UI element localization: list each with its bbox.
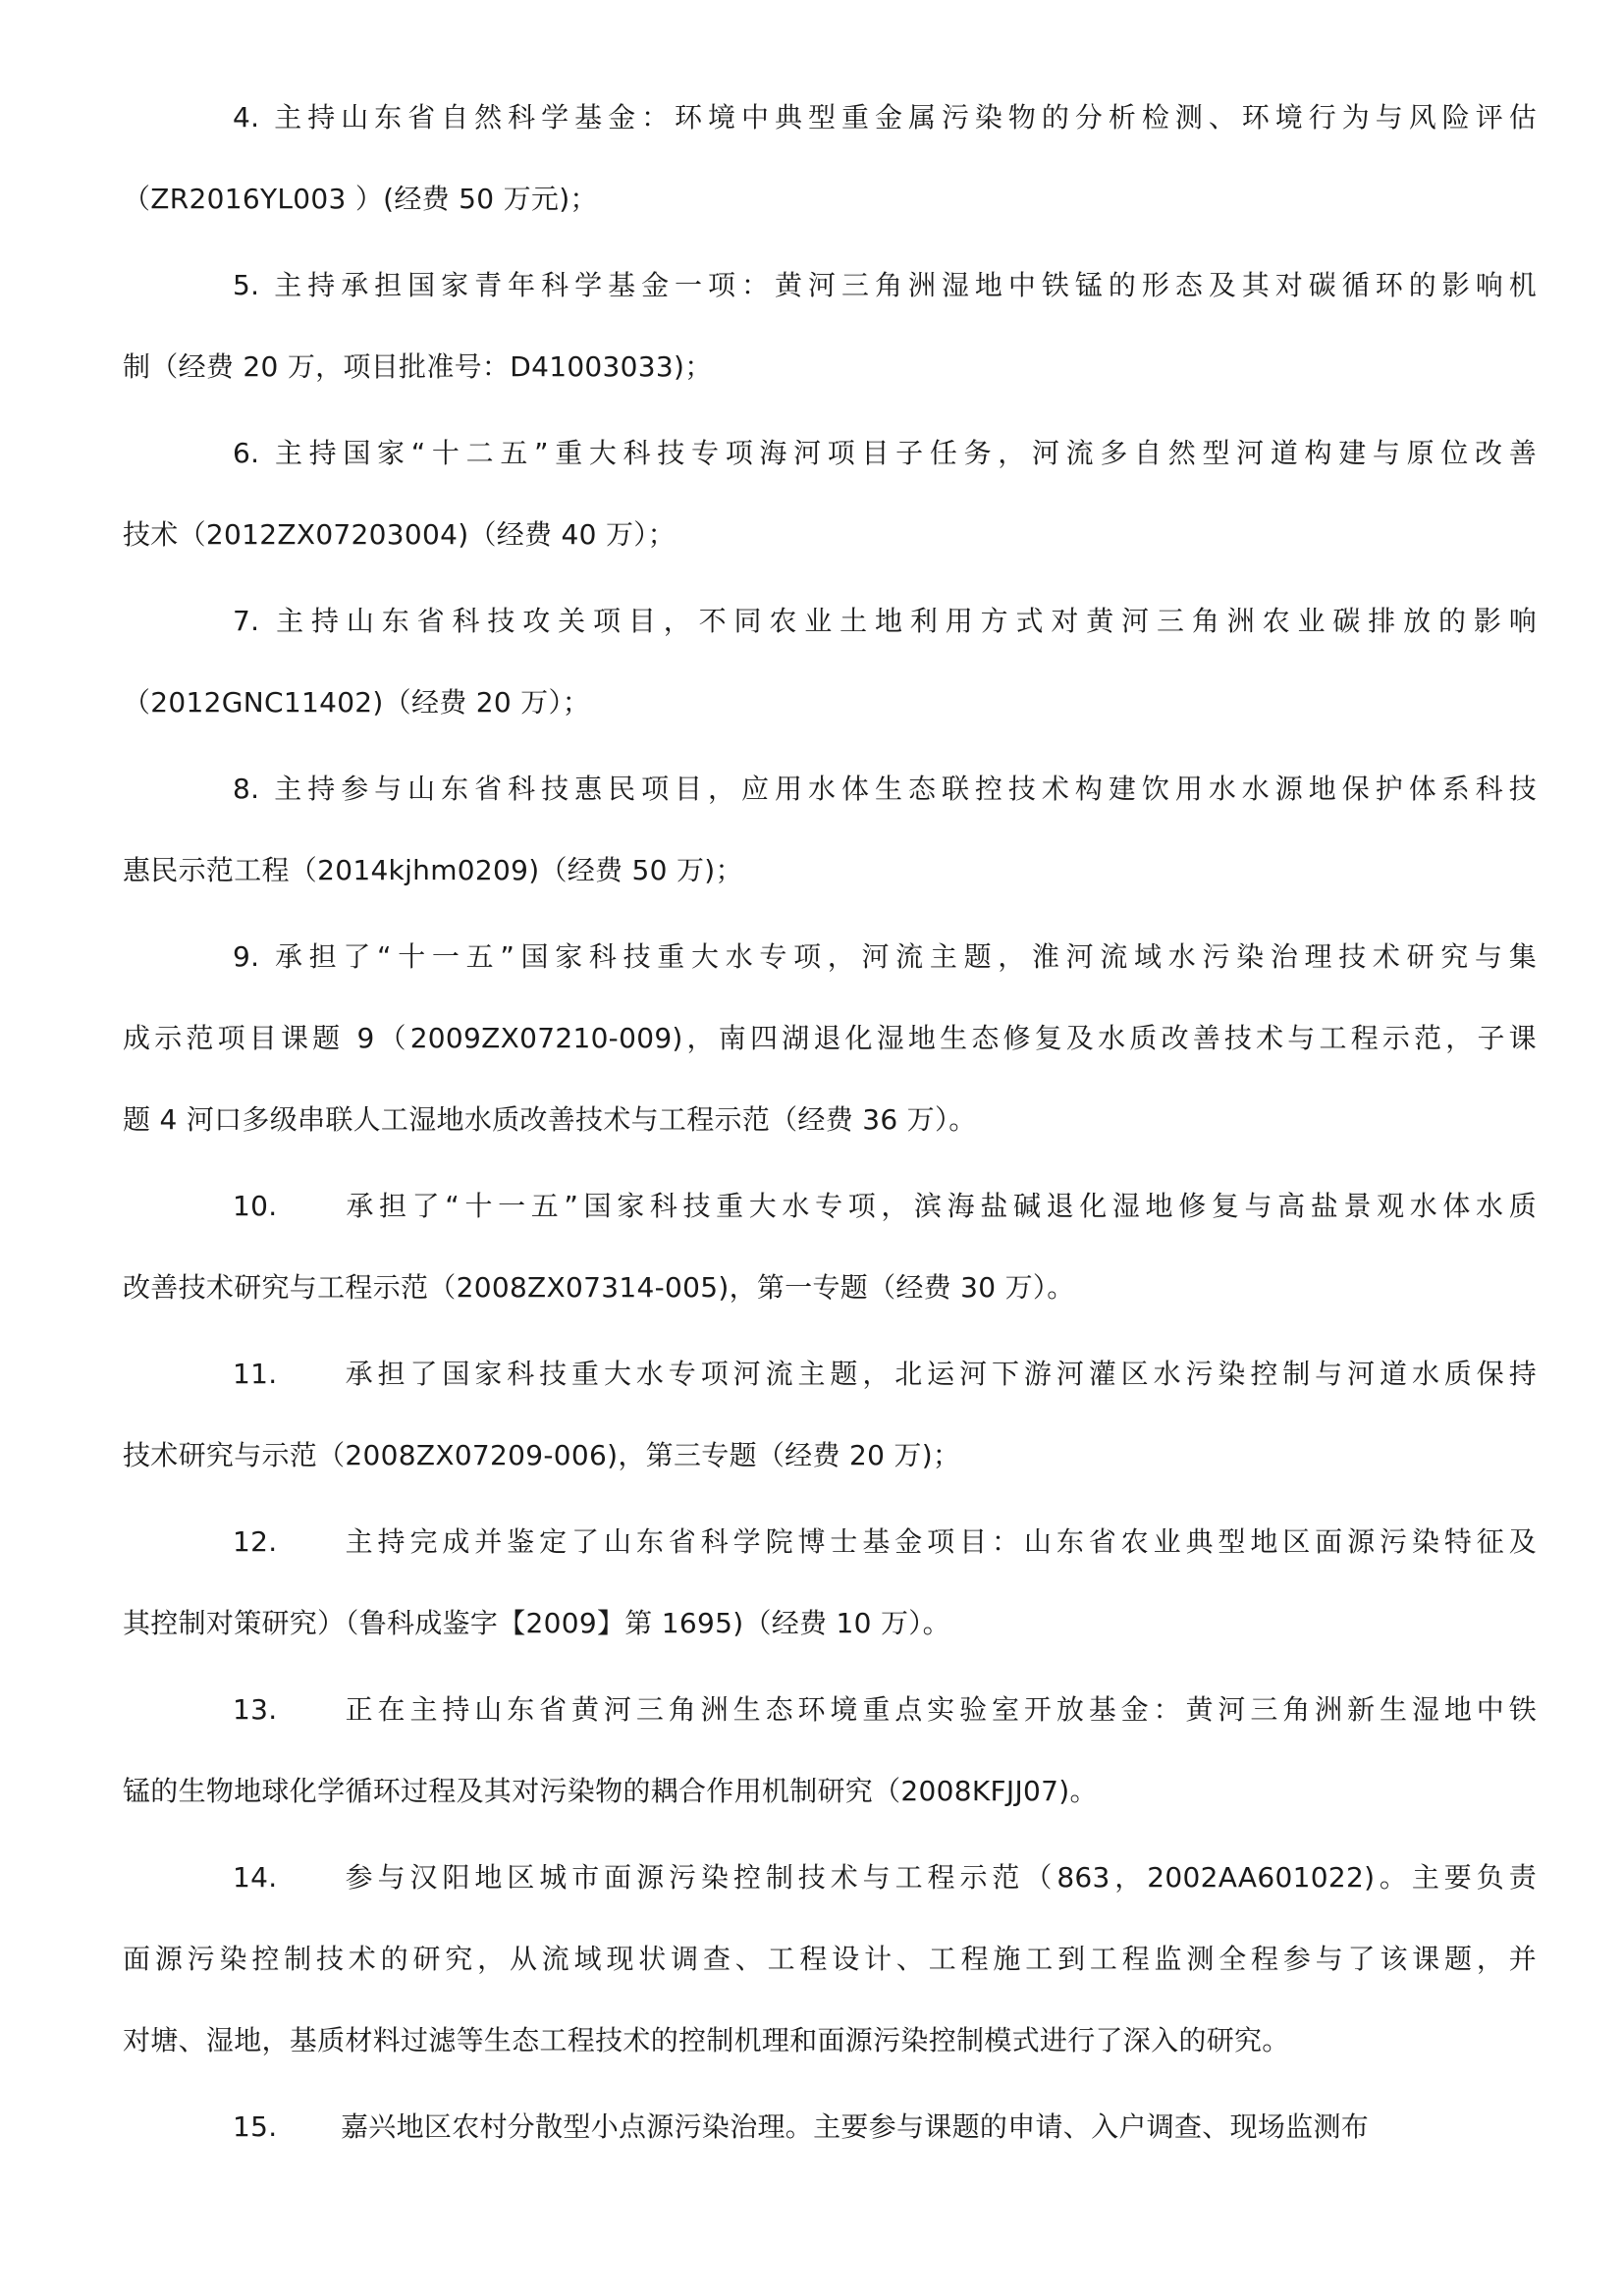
list-item-text: 惠民示范工程（2014kjhm0209)（经费 50 万)； xyxy=(123,854,743,886)
list-item-text: （2012GNC11402)（经费 20 万）； xyxy=(123,686,591,719)
list-item-number: 8. xyxy=(233,773,260,805)
list-item xyxy=(123,261,1537,392)
list-item-continuation-line xyxy=(123,1935,1537,1984)
list-item-text: 主持承担国家青年科学基金一项：黄河三角洲湿地中铁锰的形态及其对碳循环的影响机 xyxy=(274,269,1537,301)
list-item-first-line xyxy=(123,93,1537,142)
list-item xyxy=(123,1518,1537,1648)
list-item-text: 题 4 河口多级串联人工湿地水质改善技术与工程示范（经费 36 万）。 xyxy=(123,1103,977,1136)
list-item-first-line xyxy=(123,765,1537,814)
list-item-continuation-line xyxy=(123,1095,1537,1145)
list-item-continuation-line xyxy=(123,1767,1537,1816)
list-item-text: 技术研究与示范（2008ZX07209-006)，第三专题（经费 20 万)； xyxy=(123,1439,961,1471)
list-item-continuation-line xyxy=(123,343,1537,392)
list-item-number: 6. xyxy=(233,437,260,469)
list-item xyxy=(123,597,1537,727)
list-item-first-line xyxy=(123,261,1537,310)
list-item-number: 7. xyxy=(233,605,260,637)
list-item-number: 12. xyxy=(233,1525,278,1558)
list-item-continuation-line xyxy=(123,1014,1537,1063)
list-item-first-line xyxy=(123,429,1537,478)
list-item xyxy=(123,93,1537,224)
list-item-continuation-line xyxy=(123,1263,1537,1312)
list-item-number: 9. xyxy=(233,940,260,973)
list-item-number: 5. xyxy=(233,269,260,301)
list-item xyxy=(123,1350,1537,1480)
list-item-text: 面源污染控制技术的研究，从流域现状调查、工程设计、工程施工到工程监测全程参与了该课题，并 xyxy=(123,1943,1537,1975)
list-item xyxy=(123,1182,1537,1312)
document-body xyxy=(123,93,1537,2189)
list-item xyxy=(123,2103,1537,2152)
list-item-first-line xyxy=(123,1518,1537,1567)
list-item-text: 锰的生物地球化学循环过程及其对污染物的耦合作用机制研究（2008KFJJ07)。 xyxy=(123,1775,1098,1807)
list-item-first-line xyxy=(123,2103,1537,2152)
list-item-continuation-line xyxy=(123,678,1537,727)
list-item-text: 主持山东省自然科学基金：环境中典型重金属污染物的分析检测、环境行为与风险评估 xyxy=(274,101,1537,133)
list-item-continuation-line xyxy=(123,2016,1537,2065)
list-item-text: 主持完成并鉴定了山东省科学院博士基金项目：山东省农业典型地区面源污染特征及 xyxy=(341,1525,1537,1558)
list-item-text: （ZR2016YL003 ）(经费 50 万元)； xyxy=(123,183,598,215)
list-item-continuation-line xyxy=(123,846,1537,895)
list-item-text: 制（经费 20 万，项目批准号：D41003033)； xyxy=(123,350,713,383)
list-item-text: 技术（2012ZX07203004)（经费 40 万）； xyxy=(123,518,676,551)
list-item-first-line xyxy=(123,1685,1537,1735)
list-item-text: 主持国家“十二五”重大科技专项海河项目子任务，河流多自然型河道构建与原位改善 xyxy=(274,437,1538,469)
list-item-number: 10. xyxy=(233,1190,278,1222)
list-item-text: 对塘、湿地，基质材料过滤等生态工程技术的控制机理和面源污染控制模式进行了深入的研究。 xyxy=(123,2024,1290,2056)
list-item-first-line xyxy=(123,597,1537,646)
list-item-text: 参与汉阳地区城市面源污染控制技术与工程示范（863，2002AA601022)。主要负责 xyxy=(341,1861,1537,1894)
list-item-text: 主持参与山东省科技惠民项目，应用水体生态联控技术构建饮用水水源地保护体系科技 xyxy=(274,773,1537,805)
list-item-continuation-line xyxy=(123,175,1537,224)
list-item-first-line xyxy=(123,933,1537,982)
list-item-continuation-line xyxy=(123,1599,1537,1648)
list-item-first-line xyxy=(123,1182,1537,1231)
list-item xyxy=(123,429,1537,560)
list-item-number: 11. xyxy=(233,1358,278,1390)
list-item-first-line xyxy=(123,1350,1537,1399)
list-item-number: 15. xyxy=(233,2110,278,2143)
list-item xyxy=(123,1853,1537,2065)
list-item-text: 承担了“十一五”国家科技重大水专项，滨海盐碱退化湿地修复与高盐景观水体水质 xyxy=(341,1190,1537,1222)
list-item-number: 4. xyxy=(233,101,260,133)
list-item-number: 14. xyxy=(233,1861,278,1894)
list-item xyxy=(123,933,1537,1145)
list-item-text: 承担了国家科技重大水专项河流主题，北运河下游河灌区水污染控制与河道水质保持 xyxy=(341,1358,1537,1390)
list-item-text: 主持山东省科技攻关项目，不同农业土地利用方式对黄河三角洲农业碳排放的影响 xyxy=(276,605,1537,637)
list-item-text: 成示范项目课题 9（2009ZX07210-009)，南四湖退化湿地生态修复及水质改善技术与工程示范，子课 xyxy=(123,1022,1537,1054)
list-item xyxy=(123,1685,1537,1816)
list-item-text: 正在主持山东省黄河三角洲生态环境重点实验室开放基金：黄河三角洲新生湿地中铁 xyxy=(341,1693,1537,1726)
list-item-text: 承担了“十一五”国家科技重大水专项，河流主题，淮河流域水污染治理技术研究与集 xyxy=(274,940,1538,973)
list-item-text: 改善技术研究与工程示范（2008ZX07314-005)，第一专题（经费 30 万）。 xyxy=(123,1271,1075,1304)
list-item-text: 嘉兴地区农村分散型小点源污染治理。主要参与课题的申请、入户调查、现场监测布 xyxy=(341,2110,1370,2143)
list-item-text: 其控制对策研究）（鲁科成鉴字【2009】第 1695)（经费 10 万）。 xyxy=(123,1607,950,1639)
list-item-continuation-line xyxy=(123,510,1537,560)
list-item xyxy=(123,765,1537,895)
list-item-first-line xyxy=(123,1853,1537,1902)
list-item-continuation-line xyxy=(123,1431,1537,1480)
list-item-number: 13. xyxy=(233,1693,278,1726)
